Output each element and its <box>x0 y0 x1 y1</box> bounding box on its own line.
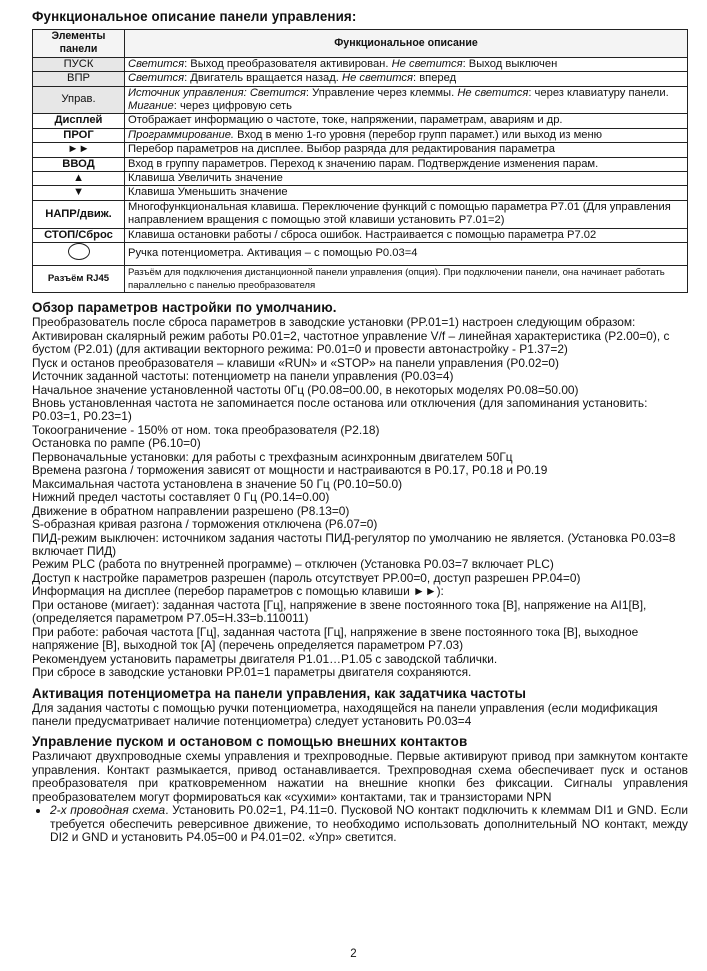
panel-element-cell <box>33 157 125 171</box>
description-text: Разъём для подключения дистанционной панели управления (опция). При подключении панели, она начинает работать параллельно с панелью преобразователя <box>128 266 665 291</box>
description-text: : Двигатель вращается назад. <box>184 72 342 85</box>
function-description-cell <box>125 186 688 200</box>
panel-element-cell <box>33 72 125 86</box>
document-page <box>32 8 688 845</box>
page-number: 2 <box>350 948 357 960</box>
panel-element-label: Дисплей <box>54 114 103 127</box>
default-setting-line: При работе: рабочая частота [Гц], заданная частота [Гц], напряжение в звене постоянного тока [В], выходное напряжение [В], выходной ток [А] (перечень определяется параметром P7.03) <box>32 624 639 653</box>
table-row <box>33 128 688 142</box>
default-setting-line: Максимальная частота установлена в значение 50 Гц (P0.10=50.0) <box>32 476 403 491</box>
bullet-italic-label: 2-х проводная схема <box>50 803 166 818</box>
table-row <box>33 143 688 157</box>
table-row <box>33 114 688 128</box>
function-description-cell <box>125 228 688 242</box>
section-external-contacts-text: Различают двухпроводные схемы управления и трехпроводные. Первые активируют привод при замкнутом контакте управления. Контакт размыкается, привод останавливается. Трехпроводная схема обеспечивает пуск и останов преобразователя при кратковременном нажатии на внешние кнопки без фиксации. Сигналы управления преобразователем могут формироваться как «сухими» контактами, так и транзисторами NPN <box>32 749 688 804</box>
default-setting-line: Токоограничение - 150% от ном. тока преобразователя (P2.18) <box>32 422 380 437</box>
default-setting-line: Вновь установленная частота не запоминается после останова или отключения (для запоминания установить: P0.03=1, P0.23=1) <box>32 396 648 424</box>
function-description-cell <box>125 72 688 86</box>
description-text: Вход в меню 1-го уровня (перебор групп парамет.) или выход из меню <box>234 128 603 141</box>
panel-element-cell <box>33 200 125 228</box>
function-description-cell <box>125 157 688 171</box>
description-text: Светится <box>128 72 185 85</box>
table-row <box>33 200 688 228</box>
panel-element-cell <box>33 86 125 114</box>
panel-element-cell <box>33 243 125 265</box>
description-text: Многофункциональная клавиша. Переключение функций с помощью параметра P7.01 (Для управления направлением вращения с помощью этой клавиши установить P7.01=2) <box>128 200 671 227</box>
table-row <box>33 243 688 265</box>
description-text: : вперед <box>412 72 457 85</box>
default-setting-line: Рекомендуем установить параметры двигателя P1.01…P1.05 с заводской таблички. <box>32 651 498 666</box>
section-potentiometer-title: Активация потенциометра на панели управления, как задатчика частоты <box>32 685 527 701</box>
panel-element-cell <box>33 114 125 128</box>
panel-element-label: ►► <box>67 143 90 156</box>
description-text: Программирование. <box>128 128 235 141</box>
header-description: Функциональное описание <box>125 30 688 58</box>
description-text: Не светится <box>391 57 463 70</box>
section-external-contacts-title: Управление пуском и остановом с помощью внешних контактов <box>32 734 468 750</box>
section-potentiometer-text: Для задания частоты с помощью ручки потенциометра, находящейся на панели управления (если модификация панели предусматривает наличие потенциометра) следует установить P0.03=4 <box>32 700 658 728</box>
description-text: Источник управления: Светится <box>128 86 306 99</box>
default-setting-line: Преобразователь после сброса параметров в заводские установки (PP.01=1) настроен следующим образом: <box>32 315 636 330</box>
table-row <box>33 228 688 242</box>
panel-element-cell <box>33 172 125 186</box>
list-item <box>50 804 688 844</box>
description-text: Клавиша Уменьшить значение <box>128 186 288 199</box>
default-setting-line: Источник заданной частоты: потенциометр на панели управления (P0.03=4) <box>32 369 454 384</box>
description-text: : через клавиатуру панели. <box>528 86 669 99</box>
function-description-cell <box>125 128 688 142</box>
panel-element-label: ПУСК <box>63 57 94 70</box>
panel-element-label: СТОП/Сброс <box>44 228 113 241</box>
table-row <box>33 86 688 114</box>
description-text: : Управление через клеммы. <box>305 86 458 99</box>
panel-element-label: ВВОД <box>62 157 95 170</box>
description-text: Не светится <box>341 72 413 85</box>
panel-element-cell <box>33 143 125 157</box>
function-description-cell <box>125 143 688 157</box>
description-text: Ручка потенциометра. Активация – с помощью P0.03=4 <box>128 247 418 260</box>
potentiometer-knob-icon <box>68 243 90 260</box>
default-setting-line: Начальное значение установленной частоты 0Гц (P0.08=00.00, в некоторых моделях P0.08=50.00) <box>32 382 579 397</box>
function-description-cell <box>125 172 688 186</box>
default-setting-line: Информация на дисплее (перебор параметров с помощью клавиши ►►): <box>32 584 444 599</box>
panel-element-label: Разъём RJ45 <box>47 273 110 285</box>
default-setting-line: ПИД-режим выключен: источником задания частоты ПИД-регулятор по умолчанию не является. (Установка P0.03=8 включает ПИД) <box>32 530 676 559</box>
section-defaults-title: Обзор параметров настройки по умолчанию. <box>32 300 337 316</box>
function-description-cell <box>125 265 688 293</box>
description-text: Перебор параметров на дисплее. Выбор разряда для редактирования параметра <box>128 143 555 156</box>
page-title: Функциональное описание панели управления: <box>32 9 357 24</box>
description-text: : через цифровую сеть <box>173 100 292 113</box>
table-row <box>33 57 688 71</box>
default-setting-line: При сбросе в заводские установки PP.01=1 параметры двигателя сохраняются. <box>32 665 472 680</box>
default-setting-line: Первоначальные установки: для работы с трехфазным асинхронным двигателем 50Гц <box>32 449 513 464</box>
table-header-row <box>33 30 688 58</box>
table-row <box>33 157 688 171</box>
default-setting-line: Активирован скалярный режим работы P0.01=2, частотное управление V/f – линейная характеристика (P2.00=0), с бустом (P2.01) (для активации векторного режима: P0.01=0 и провести автонастройку - P1.37=2) <box>32 328 670 357</box>
table-row <box>33 172 688 186</box>
table-row <box>33 186 688 200</box>
panel-element-label: Управ. <box>61 93 96 106</box>
default-setting-line: Времена разгона / торможения зависят от мощности и настраиваются в P0.17, P0.18 и P0.19 <box>32 463 548 478</box>
section-defaults-body <box>32 316 688 679</box>
panel-element-label: ВПР <box>67 72 90 85</box>
function-description-cell <box>125 200 688 228</box>
panel-element-label: ▼ <box>72 186 85 199</box>
panel-element-label: ПРОГ <box>63 128 94 141</box>
description-text: Мигание <box>128 100 174 113</box>
description-text: Не светится <box>457 86 529 99</box>
header-elements: Элементы панели <box>33 30 125 58</box>
function-description-cell <box>125 86 688 114</box>
default-setting-line: Режим PLC (работа по внутренней программе) – отключен (Установка P0.03=7 включает PLC) <box>32 557 554 572</box>
description-text: : Выход преобразователя активирован. <box>184 57 392 70</box>
panel-element-label: ▲ <box>72 172 85 185</box>
default-setting-line: Пуск и останов преобразователя – клавиши «RUN» и «STOP» на панели управления (P0.02=0) <box>32 355 559 370</box>
bullet-text: . Установить P0.02=1, P4.11=0. Пусковой NO контакт подключить к клеммам DI1 и GND. Если требуется обеспечить реверсивное движение, то необходимо использовать дополнительный NO контакт, между DI2 и GND и установить P4.05=00 и P4.01=02. «Упр» светится. <box>50 803 689 845</box>
description-text: Клавиша остановки работы / сброса ошибок. Настраивается с помощью параметра P7.02 <box>128 228 597 241</box>
panel-element-cell <box>33 128 125 142</box>
description-text: Отображает информацию о частоте, токе, напряжении, параметрам, авариям и др. <box>128 114 563 127</box>
function-description-cell <box>125 243 688 265</box>
description-text: Светится <box>128 57 185 70</box>
default-setting-line: Движение в обратном направлении разрешено (P8.13=0) <box>32 503 350 518</box>
default-setting-line: Нижний предел частоты составляет 0 Гц (P0.14=0.00) <box>32 490 330 505</box>
table-row <box>33 265 688 293</box>
default-setting-line: S-образная кривая разгона / торможения отключена (P6.07=0) <box>32 517 378 532</box>
default-setting-line: Доступ к настройке параметров разрешен (пароль отсутствует PP.00=0, доступ разрешен PP.04=0) <box>32 570 581 585</box>
function-description-cell <box>125 57 688 71</box>
bullet-list <box>32 804 688 844</box>
table-row <box>33 72 688 86</box>
panel-element-cell <box>33 228 125 242</box>
function-description-cell <box>125 114 688 128</box>
panel-element-label: НАПР/движ. <box>45 207 112 220</box>
description-text: : Выход выключен <box>462 57 558 70</box>
description-text: Клавиша Увеличить значение <box>128 172 283 185</box>
control-panel-table <box>32 29 688 293</box>
default-setting-line: Остановка по рампе (P6.10=0) <box>32 436 201 451</box>
panel-element-cell <box>33 186 125 200</box>
panel-element-cell <box>33 265 125 293</box>
control-table-body <box>33 57 688 293</box>
panel-element-cell <box>33 57 125 71</box>
description-text: Вход в группу параметров. Переход к значению парам. Подтверждение изменения парам. <box>128 157 599 170</box>
default-setting-line: При останове (мигает): заданная частота [Гц], напряжение в звене постоянного тока [В], напряжение на AI1[В], (определяется параметром P7.05=H.33=b.110011) <box>32 597 647 626</box>
